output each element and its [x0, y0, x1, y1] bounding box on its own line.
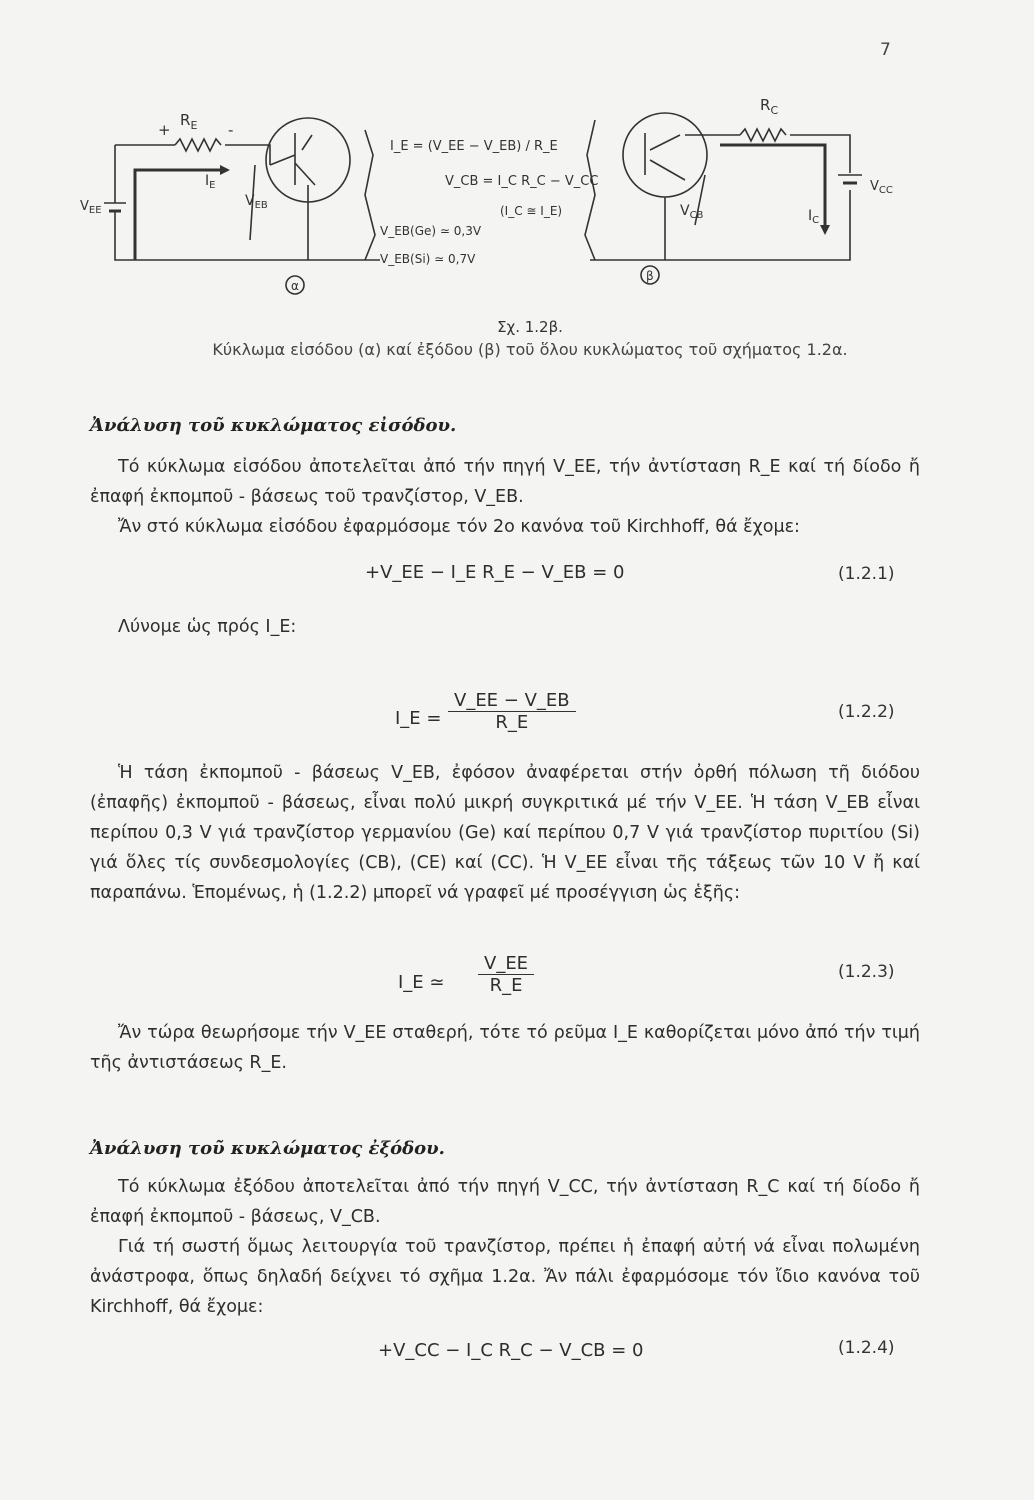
vee-label: $V_{EE}$ — [80, 199, 102, 216]
equation-number: (1.2.2) — [838, 702, 895, 722]
vcb-formula-note: V_CB = I_C R_C − V_CC — [445, 174, 599, 189]
ic-approx-note: (I_C ≅ I_E) — [500, 204, 563, 218]
equation-number: (1.2.3) — [838, 962, 895, 982]
figure-label: Σχ. 1.2β. — [497, 318, 563, 336]
resistor-rc — [740, 129, 786, 141]
tag-b: β — [646, 269, 654, 283]
circuit-figure — [80, 95, 910, 305]
equation-1-2-3-fraction — [478, 953, 534, 996]
rc-label: $R_C$ — [760, 96, 779, 117]
ie-label: $I_E$ — [205, 173, 216, 191]
transistor-a-body — [270, 133, 315, 185]
battery-vee — [104, 203, 126, 220]
veb-si-note: V_EB(Si) ≃ 0,7V — [380, 252, 476, 266]
ie-formula-note: I_E = (V_EE − V_EB) / R_E — [390, 139, 558, 154]
plus-re: + — [158, 121, 171, 139]
page-number: 7 — [880, 40, 891, 60]
equation-1-2-2-fraction — [448, 690, 576, 733]
equation-number: (1.2.4) — [838, 1338, 895, 1358]
equation-1-2-4: +V_CC − I_C R_C − V_CB = 0 — [378, 1340, 644, 1361]
paragraph: Τό κύκλωμα εἰσόδου ἀποτελεῖται ἀπό τήν πηγή V_EE, τήν ἀντίσταση R_E καί τή δίοδο ἤ ἐπαφή ἐκπομποῦ - βάσεως τοῦ τρανζίστορ, V_EB. — [90, 457, 920, 507]
transistor-b — [623, 113, 707, 197]
section-heading-output: Ἀνάλυση τοῦ κυκλώματος ἐξόδου. — [90, 1138, 445, 1159]
paragraph: Ἄν τώρα θεωρήσομε τήν V_EE σταθερή, τότε τό ρεῦμα I_E καθορίζεται μόνο ἀπό τήν τιμή τῆς ἀντιστάσεως R_E. — [90, 1023, 920, 1073]
paragraph: Λύνομε ὡς πρός I_E: — [118, 617, 297, 637]
paragraph-long: Ἡ τάση ἐκπομποῦ - βάσεως V_EB, ἐφόσον ἀναφέρεται στήν ὀρθή πόλωση τῆ διόδου (ἐπαφῆς) ἐκπομποῦ - βάσεως, εἶναι πολύ μικρή συγκριτικά μέ τήν V_EE. Ἡ τάση V_EB εἶναι περίπου 0,3 V γιά τρανζίστορ γερμανίου (Ge) καί περίπου 0,7 V γιά τρανζίστορ πυριτίου (Si) γιά ὅλες τίς συνδεσμολογίες (CB), (CE) καί (CC). Ἡ V_EE εἶναι τῆς τάξεως τῶν 10 V ἤ καί παραπάνω. Ἑπομένως, ἡ (1.2.2) μπορεῖ νά γραφεῖ μέ προσέγγιση ὡς ἑξῆς: — [90, 763, 920, 903]
re-label: $R_E$ — [180, 111, 198, 132]
fraction-denominator: R_E — [489, 975, 523, 996]
equation-1-2-2-lhs: I_E = — [395, 708, 442, 729]
vcc-label: $V_{CC}$ — [870, 179, 893, 196]
veb-label: $V_{EB}$ — [245, 193, 268, 211]
brace-left — [365, 130, 375, 260]
section-heading-input: Ἀνάλυση τοῦ κυκλώματος εἰσόδου. — [90, 415, 457, 436]
ic-label: $I_C$ — [808, 208, 820, 226]
equation-1-2-1: +V_EE − I_E R_E − V_EB = 0 — [365, 562, 625, 583]
veb-ge-note: V_EB(Ge) ≃ 0,3V — [380, 224, 482, 238]
transistor-b-body — [645, 133, 685, 180]
fraction-numerator: V_EE − V_EB — [448, 690, 576, 712]
battery-vcc — [838, 175, 862, 183]
paragraph: Ἄν στό κύκλωμα εἰσόδου ἐφαρμόσομε τόν 2ο κανόνα τοῦ Kirchhoff, θά ἔχομε: — [118, 517, 800, 537]
equation-number: (1.2.1) — [838, 564, 895, 584]
paragraph: Τό κύκλωμα ἐξόδου ἀποτελεῖται ἀπό τήν πηγή V_CC, τήν ἀντίσταση R_C καί τή δίοδο ἤ ἐπαφή ἐκπομποῦ - βάσεως, V_CB. — [90, 1177, 920, 1227]
equation-1-2-3-lhs: I_E ≃ — [398, 972, 445, 993]
circuit-b-wire — [590, 135, 850, 260]
tag-a: α — [291, 279, 299, 293]
figure-caption-text: Κύκλωμα εἰσόδου (α) καί ἐξόδου (β) τοῦ ὅλου κυκλώματος τοῦ σχήματος 1.2α. — [212, 340, 848, 359]
minus-re: - — [228, 121, 234, 139]
resistor-re — [175, 139, 221, 151]
fraction-numerator: V_EE — [478, 953, 534, 975]
vcb-label: $V_{CB}$ — [680, 203, 704, 221]
brace-right — [585, 120, 595, 260]
paragraph: Γιά τή σωστή ὅμως λειτουργία τοῦ τρανζίστορ, πρέπει ἡ ἐπαφή αὐτή νά εἶναι πολωμένη ἀνάστροφα, ὅπως δηλαδή δείχνει τό σχῆμα 1.2α. Ἄν πάλι ἐφαρμόσομε τόν ἴδιο κανόνα τοῦ Kirchhoff, θά ἔχομε: — [90, 1237, 920, 1317]
fraction-denominator: R_E — [495, 712, 529, 733]
figure-caption — [150, 318, 910, 359]
